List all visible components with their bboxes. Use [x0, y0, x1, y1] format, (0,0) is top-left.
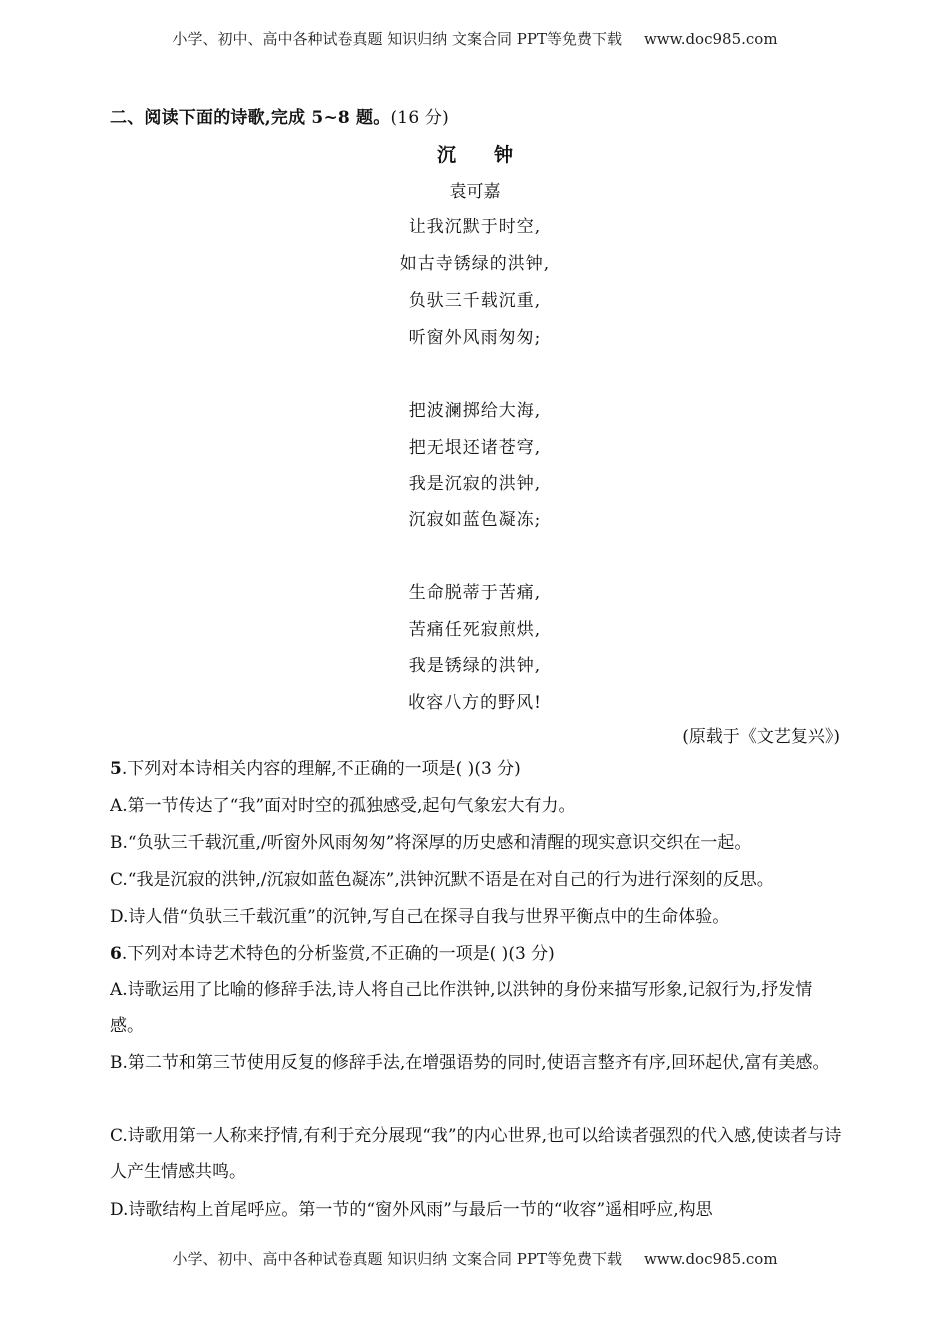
poem-line: 听窗外风雨匆匆; [408, 328, 542, 348]
footer-url[interactable]: www.doc985.com [643, 1250, 778, 1268]
section-title [110, 103, 449, 128]
poem-line: 如古寺锈绿的洪钟, [399, 254, 551, 274]
poem-line: 生命脱蒂于苦痛, [408, 583, 542, 603]
header-text: 小学、初中、高中各种试卷真题 知识归纳 文案合同 PPT等免费下载 [172, 30, 622, 48]
poem-line: 苦痛任死寂煎烘, [408, 620, 542, 640]
question-5-stem [110, 751, 845, 787]
question-text: .下列对本诗艺术特色的分析鉴赏,不正确的一项是( )(3 分) [121, 944, 555, 964]
poem-line: 把波澜掷给大海, [408, 401, 542, 421]
poem-title: 沉钟 [436, 144, 551, 166]
header-url[interactable]: www.doc985.com [643, 30, 778, 48]
poem-line: 沉寂如蓝色凝冻; [408, 510, 542, 530]
page-header [0, 28, 950, 49]
poem-line: 收容八方的野风! [408, 693, 542, 713]
q5-option-a: A.第一节传达了“我”面对时空的孤独感受,起句气象宏大有力。 [110, 796, 576, 816]
poem-author: 袁可嘉 [449, 182, 501, 202]
question-6-stem [110, 936, 845, 972]
poem-line: 让我沉默于时空, [408, 217, 542, 237]
section-score: (16 分) [390, 108, 449, 128]
footer-text: 小学、初中、高中各种试卷真题 知识归纳 文案合同 PPT等免费下载 [172, 1250, 622, 1268]
section-heading: 二、阅读下面的诗歌,完成 5~8 题。 [110, 108, 391, 128]
q6-option-a: A.诗歌运用了比喻的修辞手法,诗人将自己比作洪钟,以洪钟的身份来描写形象,记叙行为,抒发情感。 [110, 980, 813, 1036]
poem-line: 我是沉寂的洪钟, [408, 474, 542, 494]
q5-option-c: C.“我是沉寂的洪钟,/沉寂如蓝色凝冻”,洪钟沉默不语是在对自己的行为进行深刻的反思。 [110, 870, 774, 890]
question-number: 6 [110, 944, 122, 964]
question-number: 5 [110, 759, 122, 779]
poem-line: 把无垠还诸苍穹, [408, 438, 542, 458]
q6-option-c: C.诗歌用第一人称来抒情,有利于充分展现“我”的内心世界,也可以给读者强烈的代入感,使读者与诗人产生情感共鸣。 [110, 1126, 842, 1182]
q6-option-b: B.第二节和第三节使用反复的修辞手法,在增强语势的同时,使语言整齐有序,回环起伏,富有美感。 [110, 1053, 830, 1073]
poem-line: 我是锈绿的洪钟, [408, 656, 542, 676]
poem-source: (原载于《文艺复兴》) [682, 727, 840, 747]
q5-option-d: D.诗人借“负驮三千载沉重”的沉钟,写自己在探寻自我与世界平衡点中的生命体验。 [110, 907, 730, 927]
q6-option-d: D.诗歌结构上首尾呼应。第一节的“窗外风雨”与最后一节的“收容”遥相呼应,构思 [110, 1200, 713, 1220]
q5-option-b: B.“负驮三千载沉重,/听窗外风雨匆匆”将深厚的历史感和清醒的现实意识交织在一起。 [110, 833, 752, 853]
poem-line: 负驮三千载沉重, [408, 291, 542, 311]
page-footer [0, 1248, 950, 1269]
question-text: .下列对本诗相关内容的理解,不正确的一项是( )(3 分) [121, 759, 521, 779]
